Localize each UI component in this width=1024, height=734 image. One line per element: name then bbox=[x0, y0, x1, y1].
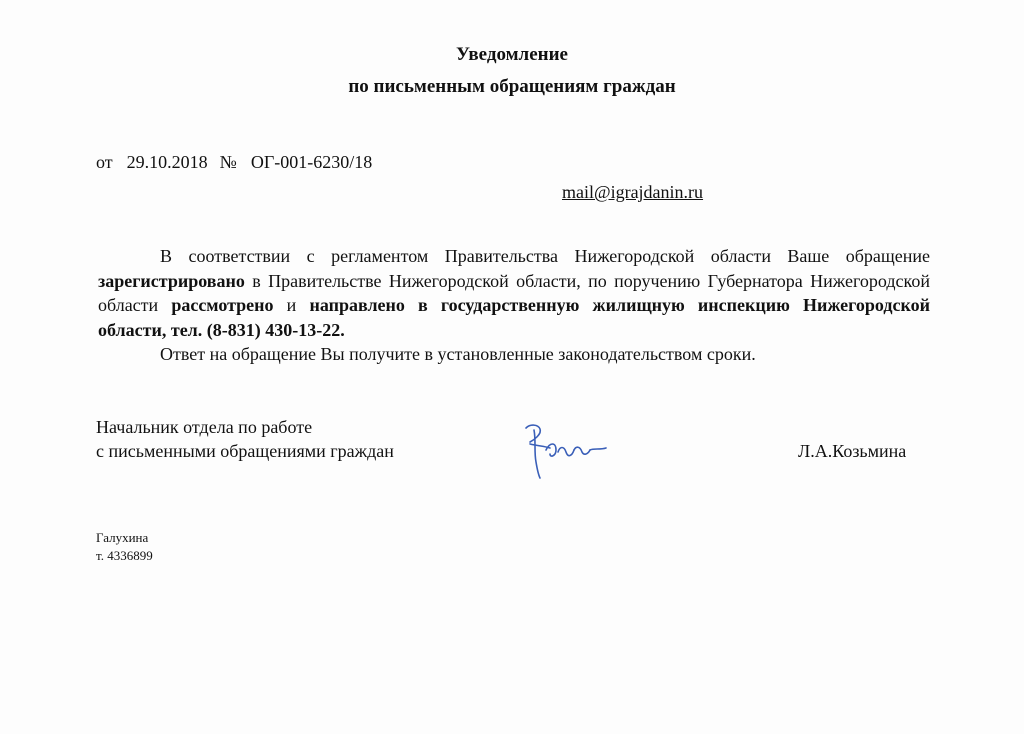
executor-info bbox=[96, 529, 153, 565]
reference-number: ОГ-001-6230/18 bbox=[250, 152, 373, 172]
body-text-segment: В соответствии с регламентом Правительства Нижегородской области Ваше обращение bbox=[160, 246, 930, 266]
signer-name: Л.А.Козьмина bbox=[798, 441, 907, 461]
signatory-position-line-1: Начальник отдела по работе bbox=[96, 417, 313, 437]
document-subtitle: по письменным обращениям граждан bbox=[348, 76, 676, 97]
body-bold-segment: рассмотрено bbox=[171, 295, 274, 315]
signatory-position bbox=[96, 415, 394, 463]
body-text-segment: и bbox=[273, 295, 310, 315]
reference-number-sign: № bbox=[219, 152, 237, 172]
signatory-position-line-2: с письменными обращениями граждан bbox=[96, 441, 394, 461]
reference-from-label: от bbox=[96, 152, 113, 172]
body-bold-segment: зарегистрировано bbox=[98, 270, 245, 291]
notification-body bbox=[98, 244, 930, 367]
executor-name: Галухина bbox=[96, 530, 149, 545]
body-paragraph-1 bbox=[98, 244, 930, 342]
handwritten-signature bbox=[520, 420, 610, 482]
body-text-segment: в Правительстве Нижегородской области, по поручению Губернатора Нижегородской области bbox=[98, 270, 930, 315]
body-bold-segment: направлено в государственную жилищную инспекцию Нижегородской области, тел. (8-831) 430-13-22. bbox=[98, 295, 930, 340]
document-title: Уведомление bbox=[456, 44, 568, 65]
recipient-email[interactable]: mail@igrajdanin.ru bbox=[562, 182, 704, 202]
reference-date: 29.10.2018 bbox=[126, 152, 208, 172]
body-paragraph-2: Ответ на обращение Вы получите в установленные законодательством сроки. bbox=[160, 344, 756, 364]
reference-line bbox=[96, 150, 372, 174]
executor-phone: т. 4336899 bbox=[96, 548, 153, 563]
